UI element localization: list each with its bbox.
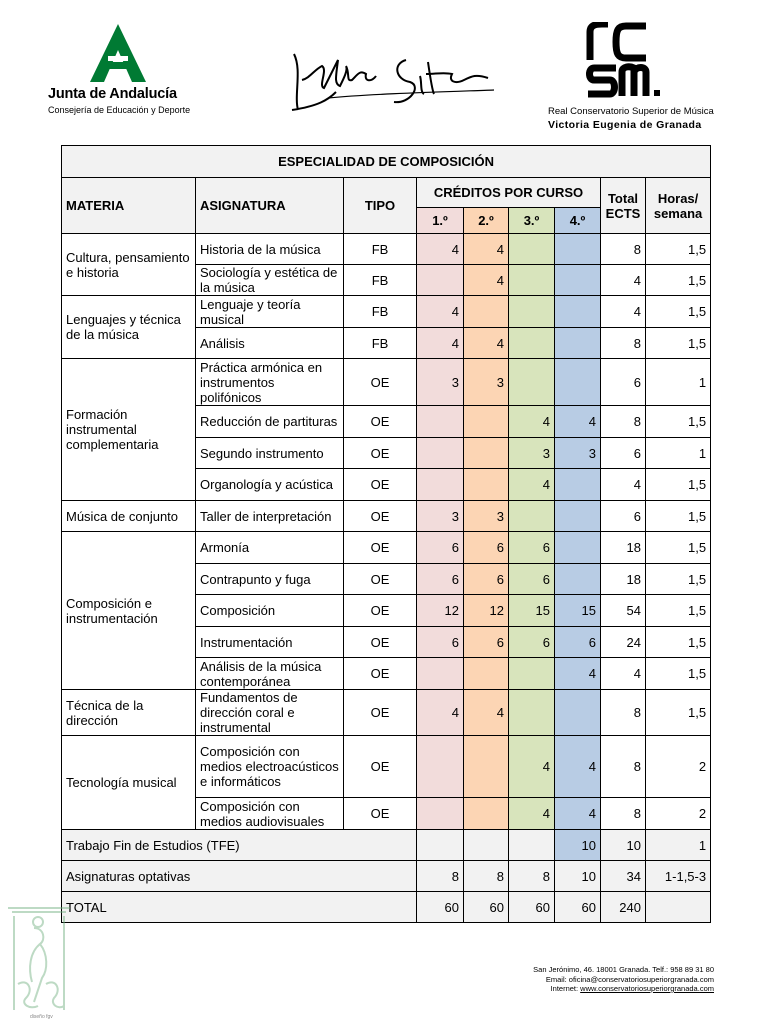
credit-curso-4-cell xyxy=(555,328,601,359)
credit-curso-2-cell: 6 xyxy=(464,564,509,595)
design-credit: diseño fgv xyxy=(30,1014,53,1020)
horas-semana-cell: 1,5 xyxy=(646,658,711,690)
credit-curso-1-cell xyxy=(417,658,464,690)
table-title: ESPECIALIDAD DE COMPOSICIÓN xyxy=(62,146,711,178)
header-tipo: TIPO xyxy=(344,178,417,234)
credit-curso-1-cell: 3 xyxy=(417,501,464,532)
credit-curso-2-cell xyxy=(464,798,509,830)
credit-curso-3-cell: 4 xyxy=(509,798,555,830)
total-ects-cell: 6 xyxy=(601,438,646,469)
credit-curso-3-cell: 6 xyxy=(509,532,555,564)
total-ects-cell: 4 xyxy=(601,469,646,501)
tipo-cell: OE xyxy=(344,469,417,501)
credit-curso-3-cell: 15 xyxy=(509,595,555,627)
horas-semana-cell: 2 xyxy=(646,798,711,830)
credit-curso-1-cell xyxy=(417,798,464,830)
tipo-cell: OE xyxy=(344,501,417,532)
total-ects-cell: 6 xyxy=(601,359,646,406)
credit-curso-1-cell: 4 xyxy=(417,296,464,328)
credit-curso-2-cell: 4 xyxy=(464,265,509,296)
credit-curso-1-cell: 3 xyxy=(417,359,464,406)
tipo-cell: FB xyxy=(344,328,417,359)
credit-curso-1-cell: 4 xyxy=(417,690,464,736)
summary-c2-cell xyxy=(464,830,509,861)
asignatura-cell: Análisis de la música contemporánea xyxy=(196,658,344,690)
credit-curso-1-cell: 12 xyxy=(417,595,464,627)
asignatura-cell: Composición con medios audiovisuales xyxy=(196,798,344,830)
credit-curso-2-cell xyxy=(464,438,509,469)
materia-cell: Técnica de la dirección xyxy=(62,690,196,736)
credit-curso-4-cell: 15 xyxy=(555,595,601,627)
summary-c3-cell xyxy=(509,830,555,861)
credit-curso-2-cell xyxy=(464,469,509,501)
header-curso-3: 3.º xyxy=(509,208,555,234)
horas-semana-cell: 1,5 xyxy=(646,265,711,296)
email-label: Email: xyxy=(545,974,569,984)
website-link[interactable]: www.conservatoriosuperiorgranada.com xyxy=(580,984,714,993)
asignatura-cell: Fundamentos de dirección coral e instrumental xyxy=(196,690,344,736)
total-ects-cell: 4 xyxy=(601,658,646,690)
summary-horas-cell xyxy=(646,892,711,923)
rcsm-name: Real Conservatorio Superior de Música xyxy=(548,106,714,117)
asignatura-cell: Organología y acústica xyxy=(196,469,344,501)
materia-cell: Formación instrumental complementaria xyxy=(62,359,196,501)
tipo-cell: OE xyxy=(344,406,417,438)
total-ects-cell: 4 xyxy=(601,265,646,296)
total-ects-cell: 6 xyxy=(601,501,646,532)
credit-curso-4-cell: 6 xyxy=(555,627,601,658)
credit-curso-3-cell xyxy=(509,234,555,265)
contact-footer xyxy=(533,965,714,994)
asignatura-cell: Historia de la música xyxy=(196,234,344,265)
credit-curso-3-cell: 3 xyxy=(509,438,555,469)
tipo-cell: OE xyxy=(344,798,417,830)
summary-total-cell: 240 xyxy=(601,892,646,923)
credit-curso-3-cell xyxy=(509,658,555,690)
horas-semana-cell: 1,5 xyxy=(646,328,711,359)
table-row xyxy=(62,296,711,328)
horas-semana-cell: 1 xyxy=(646,359,711,406)
tipo-cell: OE xyxy=(344,595,417,627)
credit-curso-2-cell: 6 xyxy=(464,532,509,564)
tipo-cell: OE xyxy=(344,736,417,798)
horas-semana-cell: 1,5 xyxy=(646,595,711,627)
credit-curso-4-cell: 4 xyxy=(555,736,601,798)
credit-curso-3-cell: 6 xyxy=(509,627,555,658)
horas-semana-cell: 1,5 xyxy=(646,406,711,438)
tipo-cell: OE xyxy=(344,359,417,406)
credit-curso-2-cell: 6 xyxy=(464,627,509,658)
materia-cell: Cultura, pensamiento e historia xyxy=(62,234,196,296)
tipo-cell: OE xyxy=(344,532,417,564)
total-ects-cell: 24 xyxy=(601,627,646,658)
summary-c1-cell: 8 xyxy=(417,861,464,892)
credit-curso-2-cell: 4 xyxy=(464,690,509,736)
credit-curso-2-cell: 4 xyxy=(464,328,509,359)
table-row xyxy=(62,532,711,564)
credit-curso-1-cell: 6 xyxy=(417,627,464,658)
credit-curso-1-cell xyxy=(417,469,464,501)
asignatura-cell: Taller de interpretación xyxy=(196,501,344,532)
total-ects-cell: 18 xyxy=(601,532,646,564)
table-row xyxy=(62,359,711,406)
summary-c1-cell: 60 xyxy=(417,892,464,923)
total-ects-cell: 18 xyxy=(601,564,646,595)
total-ects-cell: 4 xyxy=(601,296,646,328)
summary-row xyxy=(62,861,711,892)
horas-semana-cell: 1,5 xyxy=(646,234,711,265)
signature-image xyxy=(288,40,498,120)
credit-curso-1-cell xyxy=(417,265,464,296)
header-total-ects: Total ECTS xyxy=(601,178,646,234)
tipo-cell: OE xyxy=(344,564,417,595)
header-curso-4: 4.º xyxy=(555,208,601,234)
summary-c3-cell: 8 xyxy=(509,861,555,892)
materia-cell: Composición e instrumentación xyxy=(62,532,196,690)
total-ects-cell: 54 xyxy=(601,595,646,627)
total-ects-cell: 8 xyxy=(601,406,646,438)
summary-c2-cell: 60 xyxy=(464,892,509,923)
summary-label-cell: Trabajo Fin de Estudios (TFE) xyxy=(62,830,417,861)
horas-semana-cell: 1,5 xyxy=(646,627,711,658)
credit-curso-3-cell: 6 xyxy=(509,564,555,595)
total-ects-cell: 8 xyxy=(601,798,646,830)
credit-curso-2-cell: 3 xyxy=(464,359,509,406)
tipo-cell: FB xyxy=(344,234,417,265)
credit-curso-3-cell: 4 xyxy=(509,406,555,438)
horas-semana-cell: 1,5 xyxy=(646,532,711,564)
asignatura-cell: Segundo instrumento xyxy=(196,438,344,469)
horas-semana-cell: 2 xyxy=(646,736,711,798)
credit-curso-3-cell xyxy=(509,359,555,406)
junta-name: Junta de Andalucía xyxy=(48,86,177,102)
credit-curso-2-cell xyxy=(464,736,509,798)
materia-cell: Lenguajes y técnica de la música xyxy=(62,296,196,359)
table-row xyxy=(62,690,711,736)
header-horas-semana: Horas/ semana xyxy=(646,178,711,234)
tipo-cell: FB xyxy=(344,265,417,296)
table-row xyxy=(62,501,711,532)
rcsm-logo-icon xyxy=(586,22,676,98)
horas-semana-cell: 1,5 xyxy=(646,564,711,595)
credit-curso-4-cell: 4 xyxy=(555,406,601,438)
materia-cell: Tecnología musical xyxy=(62,736,196,830)
header-materia: MATERIA xyxy=(62,178,196,234)
address-text: San Jerónimo, 46. 18001 Granada. Telf.: 958 89 31 80 xyxy=(533,965,714,974)
tipo-cell: OE xyxy=(344,690,417,736)
junta-subtitle: Consejería de Educación y Deporte xyxy=(48,105,191,115)
summary-row xyxy=(62,892,711,923)
credit-curso-2-cell xyxy=(464,658,509,690)
junta-andalucia-logo-icon xyxy=(82,22,154,84)
summary-c2-cell: 8 xyxy=(464,861,509,892)
total-ects-cell: 8 xyxy=(601,234,646,265)
tipo-cell: OE xyxy=(344,658,417,690)
asignatura-cell: Contrapunto y fuga xyxy=(196,564,344,595)
credit-curso-4-cell xyxy=(555,469,601,501)
rcsm-logo-block xyxy=(548,22,718,131)
asignatura-cell: Lenguaje y teoría musical xyxy=(196,296,344,328)
rcsm-location: Victoria Eugenia de Granada xyxy=(548,119,702,131)
credit-curso-4-cell xyxy=(555,234,601,265)
credit-curso-1-cell: 6 xyxy=(417,532,464,564)
asignatura-cell: Armonía xyxy=(196,532,344,564)
credit-curso-4-cell xyxy=(555,359,601,406)
credit-curso-4-cell: 4 xyxy=(555,798,601,830)
table-row xyxy=(62,736,711,798)
credit-curso-4-cell: 4 xyxy=(555,658,601,690)
horas-semana-cell: 1,5 xyxy=(646,296,711,328)
tipo-cell: OE xyxy=(344,438,417,469)
junta-andalucia-logo-block xyxy=(48,22,208,115)
asignatura-cell: Instrumentación xyxy=(196,627,344,658)
credit-curso-1-cell xyxy=(417,406,464,438)
asignatura-cell: Práctica armónica en instrumentos polifónicos xyxy=(196,359,344,406)
header-curso-2: 2.º xyxy=(464,208,509,234)
materia-cell: Música de conjunto xyxy=(62,501,196,532)
credit-curso-4-cell xyxy=(555,690,601,736)
summary-c1-cell xyxy=(417,830,464,861)
credit-curso-3-cell xyxy=(509,265,555,296)
credit-curso-4-cell: 3 xyxy=(555,438,601,469)
summary-label-cell: TOTAL xyxy=(62,892,417,923)
asignatura-cell: Composición con medios electroacústicos e informáticos xyxy=(196,736,344,798)
summary-total-cell: 34 xyxy=(601,861,646,892)
summary-horas-cell: 1 xyxy=(646,830,711,861)
credit-curso-4-cell xyxy=(555,564,601,595)
web-label: Internet: xyxy=(550,984,581,993)
credit-curso-2-cell xyxy=(464,296,509,328)
summary-c4-cell: 10 xyxy=(555,861,601,892)
credit-curso-3-cell: 4 xyxy=(509,736,555,798)
total-ects-cell: 8 xyxy=(601,690,646,736)
credit-curso-4-cell xyxy=(555,501,601,532)
credit-curso-2-cell: 4 xyxy=(464,234,509,265)
credit-curso-1-cell: 4 xyxy=(417,234,464,265)
credit-curso-4-cell xyxy=(555,265,601,296)
credit-curso-4-cell xyxy=(555,296,601,328)
horas-semana-cell: 1,5 xyxy=(646,690,711,736)
summary-total-cell: 10 xyxy=(601,830,646,861)
total-ects-cell: 8 xyxy=(601,328,646,359)
email-text: oficina@conservatoriosuperiorgranada.com xyxy=(568,974,714,984)
asignatura-cell: Análisis xyxy=(196,328,344,359)
asignatura-cell: Composición xyxy=(196,595,344,627)
summary-horas-cell: 1-1,5-3 xyxy=(646,861,711,892)
summary-c4-cell: 10 xyxy=(555,830,601,861)
tipo-cell: FB xyxy=(344,296,417,328)
credit-curso-3-cell xyxy=(509,501,555,532)
summary-c4-cell: 60 xyxy=(555,892,601,923)
total-ects-cell: 8 xyxy=(601,736,646,798)
summary-row xyxy=(62,830,711,861)
junta-watermark-icon xyxy=(4,898,74,1016)
table-row xyxy=(62,234,711,265)
tipo-cell: OE xyxy=(344,627,417,658)
credit-curso-3-cell xyxy=(509,296,555,328)
credit-curso-1-cell xyxy=(417,736,464,798)
asignatura-cell: Reducción de partituras xyxy=(196,406,344,438)
credit-curso-4-cell xyxy=(555,532,601,564)
credit-curso-3-cell: 4 xyxy=(509,469,555,501)
credit-curso-2-cell xyxy=(464,406,509,438)
header-curso-1: 1.º xyxy=(417,208,464,234)
study-plan-table xyxy=(61,145,711,923)
summary-c3-cell: 60 xyxy=(509,892,555,923)
header-asignatura: ASIGNATURA xyxy=(196,178,344,234)
asignatura-cell: Sociología y estética de la música xyxy=(196,265,344,296)
credit-curso-2-cell: 3 xyxy=(464,501,509,532)
horas-semana-cell: 1 xyxy=(646,438,711,469)
credit-curso-3-cell xyxy=(509,328,555,359)
credit-curso-2-cell: 12 xyxy=(464,595,509,627)
header-creditos: CRÉDITOS POR CURSO xyxy=(417,178,601,208)
horas-semana-cell: 1,5 xyxy=(646,469,711,501)
summary-label-cell: Asignaturas optativas xyxy=(62,861,417,892)
credit-curso-1-cell xyxy=(417,438,464,469)
credit-curso-1-cell: 4 xyxy=(417,328,464,359)
credit-curso-1-cell: 6 xyxy=(417,564,464,595)
credit-curso-3-cell xyxy=(509,690,555,736)
horas-semana-cell: 1,5 xyxy=(646,501,711,532)
